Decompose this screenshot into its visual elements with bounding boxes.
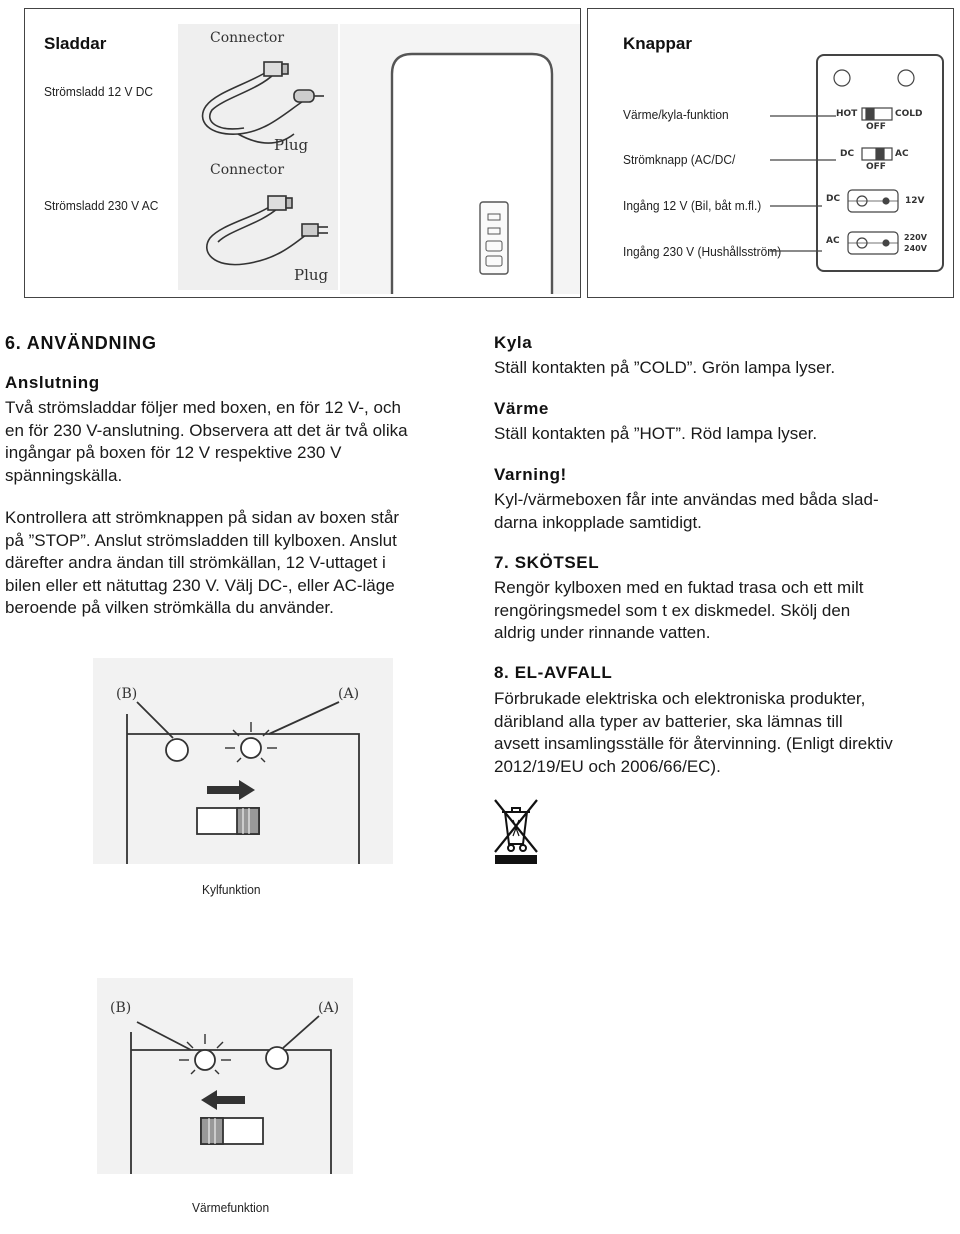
heating-label-a: (A) [318, 1000, 340, 1016]
cable-12v-label: Strömsladd 12 V DC [44, 84, 154, 99]
heating-label-b: (B) [110, 1000, 132, 1016]
panel-ac-label: AC [895, 149, 909, 159]
section6-heading: 6. ANVÄNDNING [5, 333, 157, 353]
anslutning-heading: Anslutning [5, 373, 100, 392]
s7-line: Rengör kylboxen med en fuktad trasa och ett milt [494, 578, 864, 597]
hot-cold-label: Värme/kyla-funktion [623, 107, 729, 122]
panel-240v-label: 240V [904, 244, 927, 253]
connector-label-1: Connector [210, 30, 285, 46]
anslutning-para2 [5, 507, 399, 620]
cables-drawing [178, 24, 338, 290]
heating-function-drawing [97, 978, 353, 1174]
connector-label-2: Connector [210, 162, 285, 178]
s7-line: aldrig under rinnande vatten. [494, 623, 711, 643]
cables-title: Sladdar [44, 34, 107, 53]
para1-line: Två strömsladdar följer med boxen, en för 12 V-, och [5, 398, 401, 417]
warning-text [494, 489, 879, 534]
cooler-box-side-drawing [340, 24, 580, 294]
s7-line: rengöringsmedel som t ex diskmedel. Skölj den [494, 600, 851, 620]
input-230v-label: Ingång 230 V (Hushållsström) [623, 244, 782, 259]
warning-line: darna inkopplade samtidigt. [494, 512, 702, 532]
power-switch-label: Strömknapp (AC/DC/ [623, 152, 736, 167]
heating-caption: Värmefunktion [192, 1200, 270, 1215]
section8-heading: 8. EL-AVFALL [494, 663, 613, 682]
anslutning-para1 [5, 397, 408, 487]
cooling-function-drawing [93, 658, 393, 864]
cooling-caption: Kylfunktion [202, 882, 261, 897]
panel-220v-label: 220V [904, 233, 927, 242]
panel-hot-label: HOT [836, 109, 858, 119]
s8-line: 2012/19/EU och 2006/66/EC). [494, 756, 721, 776]
para1-line: en för 230 V-anslutning. Observera att det är två olika [5, 420, 408, 440]
para2-line: på ”STOP”. Anslut strömsladden till kylboxen. Anslut [5, 530, 397, 550]
para2-line: Kontrollera att strömknappen på sidan av boxen står [5, 508, 400, 527]
cable-230v-label: Strömsladd 230 V AC [44, 198, 159, 213]
panel-off-label-1: OFF [866, 122, 886, 132]
para2-line: därefter andra ändan till strömkällan, 12 V-uttaget i [5, 553, 386, 573]
plug-label-1: Plug [274, 136, 309, 154]
para1-line: spänningskälla. [5, 465, 123, 485]
weee-bin-icon [493, 798, 539, 864]
s8-line: avsett insamlingsställe för återvinning. (Enligt direktiv [494, 734, 893, 754]
varme-text: Ställ kontakten på ”HOT”. Röd lampa lyser. [494, 424, 818, 443]
cooling-label-b: (B) [116, 686, 138, 702]
para2-line: beroende på vilken strömkälla du använder. [5, 598, 334, 618]
section7-text [494, 577, 863, 645]
control-panel-leader-lines [770, 54, 960, 274]
warning-line: Kyl-/värmeboxen får inte användas med båda slad- [494, 490, 879, 509]
section7-heading: 7. SKÖTSEL [494, 553, 600, 572]
para2-line: bilen eller ett nätuttag 230 V. Välj DC-, eller AC-läge [5, 575, 395, 595]
panel-cold-label: COLD [895, 109, 923, 119]
plug-label-2: Plug [294, 266, 329, 284]
panel-dc-socket-label: DC [826, 194, 841, 204]
kyla-text: Ställ kontakten på ”COLD”. Grön lampa lyser. [494, 358, 836, 377]
s8-line: Förbrukade elektriska och elektroniska produkter, [494, 689, 866, 708]
panel-dc-label: DC [840, 149, 855, 159]
panel-12v-label: 12V [905, 196, 925, 206]
panel-ac-socket-label: AC [826, 236, 840, 246]
buttons-title: Knappar [623, 34, 692, 53]
input-12v-label: Ingång 12 V (Bil, båt m.fl.) [623, 198, 762, 213]
cooling-label-a: (A) [338, 686, 360, 702]
varme-heading: Värme [494, 399, 549, 418]
panel-off-label-2: OFF [866, 162, 886, 172]
warning-heading: Varning! [494, 465, 567, 484]
para1-line: ingångar på boxen för 12 V respektive 230 V [5, 443, 342, 463]
s8-line: däribland alla typer av batterier, ska lämnas till [494, 711, 843, 731]
section8-text [494, 688, 893, 778]
kyla-heading: Kyla [494, 333, 533, 352]
